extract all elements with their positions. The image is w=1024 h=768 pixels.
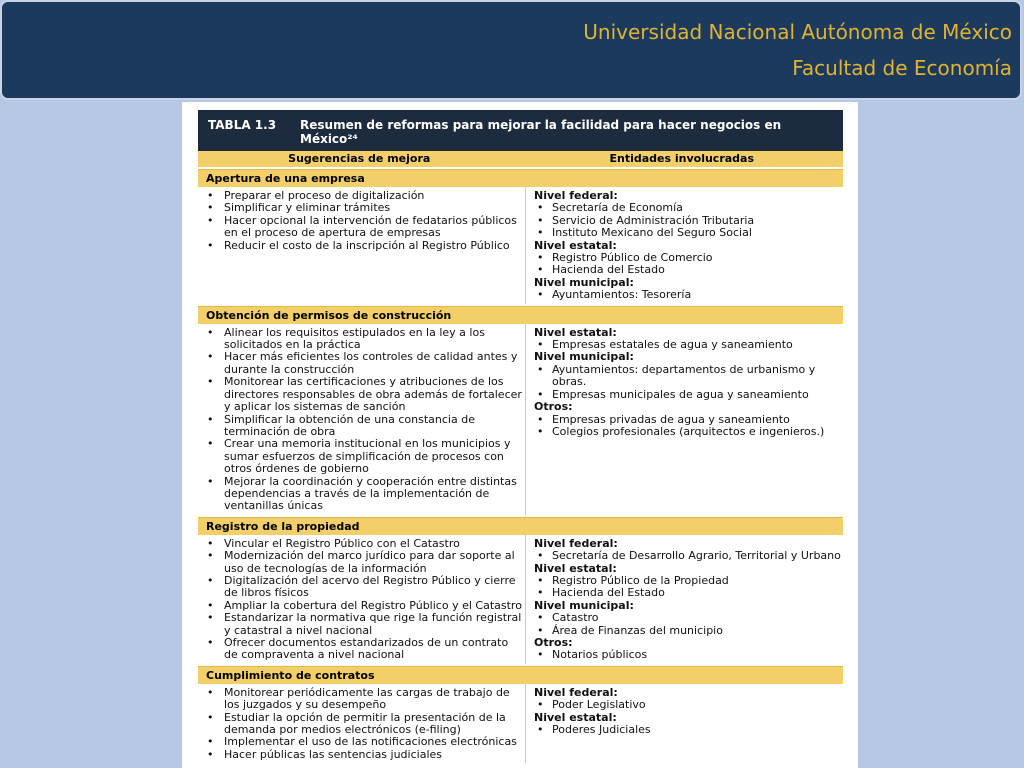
entity-item: • Notarios públicos bbox=[534, 649, 843, 661]
table-header bbox=[198, 110, 843, 151]
entity-item: • Poderes Judiciales bbox=[534, 724, 843, 736]
entity-item: • Secretaría de Economía bbox=[534, 202, 843, 214]
suggestion-item: • Vincular el Registro Público con el Catastro bbox=[204, 538, 525, 550]
table-body bbox=[182, 169, 858, 763]
column-header-suggestions: Sugerencias de mejora bbox=[288, 152, 431, 165]
suggestion-item: • Mejorar la coordinación y cooperación entre distintas dependencias a través de la implementación de ventanillas únicas bbox=[204, 476, 525, 513]
entity-item: • Secretaría de Desarrollo Agrario, Territorial y Urbano bbox=[534, 550, 843, 562]
suggestion-item: • Hacer más eficientes los controles de calidad antes y durante la construcción bbox=[204, 351, 525, 376]
entity-item: • Instituto Mexicano del Seguro Social bbox=[534, 227, 843, 239]
suggestion-item: • Ofrecer documentos estandarizados de un contrato de compraventa a nivel nacional bbox=[204, 637, 525, 662]
entity-item: • Catastro bbox=[534, 612, 843, 624]
table-row bbox=[198, 684, 843, 763]
entities-cell bbox=[525, 324, 843, 515]
section-title: Cumplimiento de contratos bbox=[198, 666, 843, 684]
suggestion-item: • Estandarizar la normativa que rige la función registral y catastral a nivel nacional bbox=[204, 612, 525, 637]
suggestion-item: • Monitorear periódicamente las cargas de trabajo de los juzgados y su desempeño bbox=[204, 687, 525, 712]
entities-cell bbox=[525, 684, 843, 763]
entity-item: • Hacienda del Estado bbox=[534, 587, 843, 599]
entity-level: Nivel estatal: bbox=[534, 325, 617, 339]
university-name: Universidad Nacional Autónoma de México bbox=[583, 20, 1012, 44]
column-headers bbox=[198, 151, 843, 167]
entity-level: Nivel federal: bbox=[534, 685, 618, 699]
section-title: Registro de la propiedad bbox=[198, 517, 843, 535]
entity-item: • Empresas estatales de agua y saneamiento bbox=[534, 339, 843, 351]
entities-cell bbox=[525, 187, 843, 304]
suggestion-item: • Estudiar la opción de permitir la presentación de la demanda por medios electrónicos (e-filing) bbox=[204, 712, 525, 737]
table-title: Resumen de reformas para mejorar la facilidad para hacer negocios en México²⁴ bbox=[300, 118, 782, 146]
entity-item: • Empresas municipales de agua y saneamiento bbox=[534, 389, 843, 401]
suggestion-item: • Modernización del marco jurídico para dar soporte al uso de tecnologías de la información bbox=[204, 550, 525, 575]
suggestion-item: • Simplificar y eliminar trámites bbox=[204, 202, 525, 214]
entity-item: • Empresas privadas de agua y saneamiento bbox=[534, 414, 843, 426]
entity-level: Nivel municipal: bbox=[534, 350, 634, 364]
table-number: TABLA 1.3 bbox=[208, 118, 277, 132]
entities-cell bbox=[525, 535, 843, 664]
suggestions-cell bbox=[198, 187, 525, 304]
entity-item: • Poder Legislativo bbox=[534, 699, 843, 711]
suggestion-item: • Crear una memoria institucional en los municipios y sumar esfuerzos de simplificación de procesos con otros órdenes de gobierno bbox=[204, 438, 525, 475]
table-row bbox=[198, 324, 843, 515]
suggestion-item: • Hacer públicas las sentencias judiciales bbox=[204, 749, 525, 761]
entity-item: • Ayuntamientos: departamentos de urbanismo y obras. bbox=[534, 364, 843, 389]
entity-item: • Registro Público de la Propiedad bbox=[534, 575, 843, 587]
suggestion-item: • Monitorear las certificaciones y atribuciones de los directores responsables de obra además de fortalecer y aplicar los sistemas de sanción bbox=[204, 376, 525, 413]
document-page bbox=[182, 102, 858, 768]
entity-level: Nivel federal: bbox=[534, 536, 618, 550]
entity-level: Nivel federal: bbox=[534, 189, 618, 202]
entity-item: • Colegios profesionales (arquitectos e ingenieros.) bbox=[534, 426, 843, 438]
entity-item: • Área de Finanzas del municipio bbox=[534, 625, 843, 637]
suggestions-cell bbox=[198, 684, 525, 763]
suggestions-cell bbox=[198, 535, 525, 664]
header-banner bbox=[0, 0, 1022, 100]
entity-level: Nivel estatal: bbox=[534, 561, 617, 575]
entity-level: Nivel municipal: bbox=[534, 275, 634, 289]
entity-item: • Registro Público de Comercio bbox=[534, 252, 843, 264]
faculty-name: Facultad de Economía bbox=[792, 56, 1012, 80]
entity-level: Otros: bbox=[534, 400, 573, 414]
column-header-entities: Entidades involucradas bbox=[609, 152, 755, 165]
entity-level: Nivel municipal: bbox=[534, 598, 634, 612]
section-title: Apertura de una empresa bbox=[198, 169, 843, 187]
suggestion-item: • Preparar el proceso de digitalización bbox=[204, 190, 525, 202]
suggestion-item: • Simplificar la obtención de una constancia de terminación de obra bbox=[204, 414, 525, 439]
suggestions-cell bbox=[198, 324, 525, 515]
suggestion-item: • Reducir el costo de la inscripción al Registro Público bbox=[204, 240, 525, 252]
suggestion-item: • Digitalización del acervo del Registro Público y cierre de libros físicos bbox=[204, 575, 525, 600]
entity-item: • Ayuntamientos: Tesorería bbox=[534, 289, 843, 301]
suggestion-item: • Hacer opcional la intervención de fedatarios públicos en el proceso de apertura de empresas bbox=[204, 215, 525, 240]
entity-level: Otros: bbox=[534, 636, 573, 649]
suggestion-item: • Implementar el uso de las notificaciones electrónicas bbox=[204, 736, 525, 748]
suggestion-item: • Ampliar la cobertura del Registro Público y el Catastro bbox=[204, 600, 525, 612]
entity-level: Nivel estatal: bbox=[534, 710, 617, 724]
entity-item: • Hacienda del Estado bbox=[534, 264, 843, 276]
entity-level: Nivel estatal: bbox=[534, 238, 617, 252]
suggestion-item: • Alinear los requisitos estipulados en la ley a los solicitados en la práctica bbox=[204, 327, 525, 352]
table-row bbox=[198, 187, 843, 304]
section-title: Obtención de permisos de construcción bbox=[198, 306, 843, 324]
table-row bbox=[198, 535, 843, 664]
entity-item: • Servicio de Administración Tributaria bbox=[534, 215, 843, 227]
